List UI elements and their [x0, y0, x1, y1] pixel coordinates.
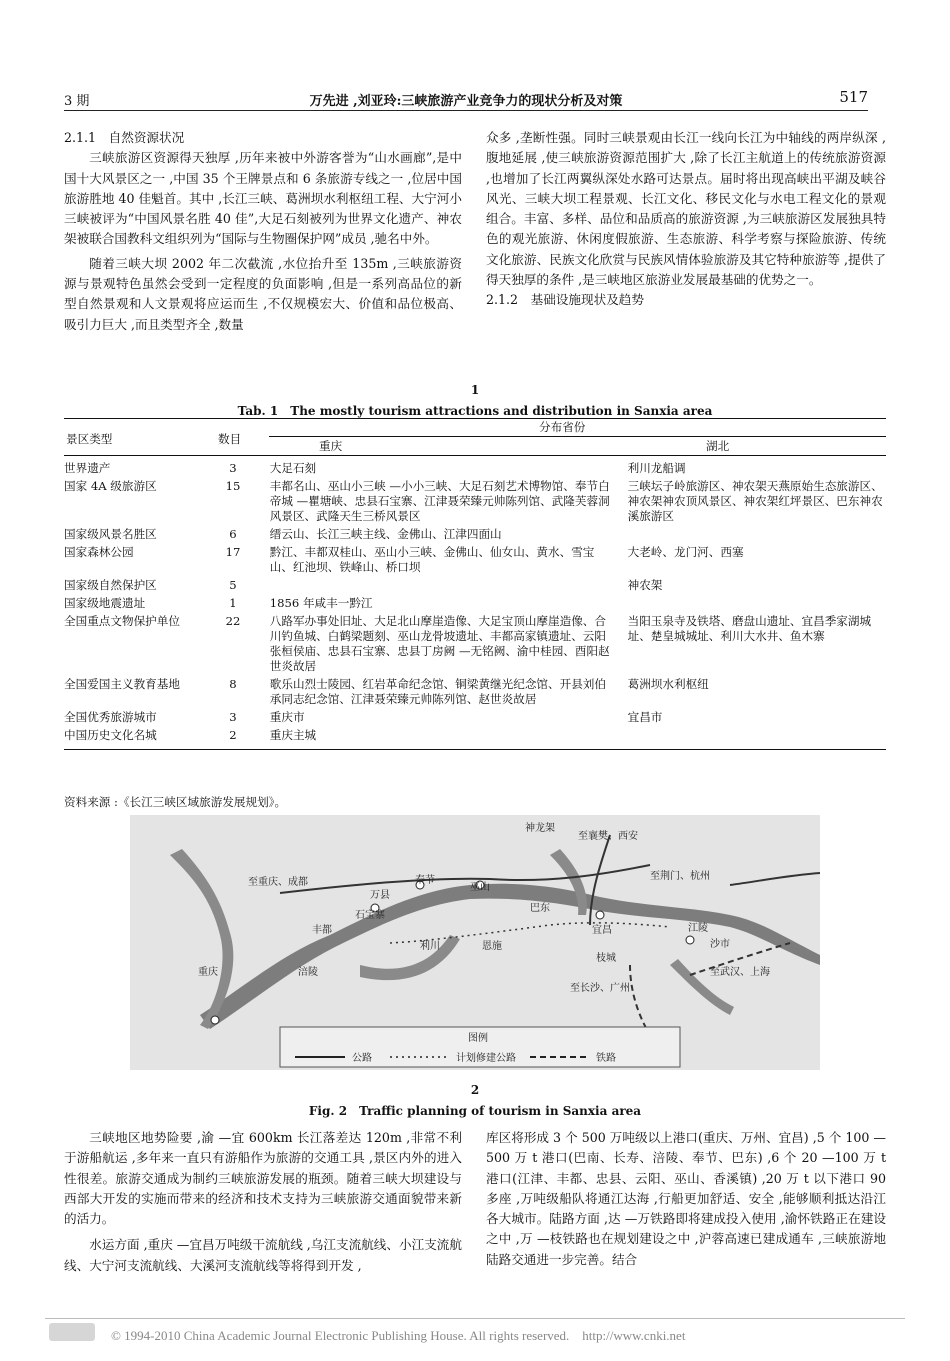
figure-number: 2	[470, 1083, 480, 1097]
label-fengdu: 丰都	[312, 925, 332, 936]
running-header	[64, 88, 868, 111]
paragraph: 三峡地区地势险要 ,渝 —宜 600km 长江落差达 120m ,非常不利于游船航运 ,多年来一直只有游船作为旅游的交通工具 ,景区内外的进入性很差。旅游交通成为制约三峡旅游发展的瓶颈。随着三峡大坝建设与西部大开发的实施而带来的经济和技术支持为三峡旅游交通面貌带来新的活力。	[64, 1130, 462, 1227]
cell-type: 国家 4A 级旅游区	[64, 479, 157, 493]
cell-hubei: 利川龙船调	[627, 461, 686, 475]
label-lichuan: 利川	[420, 941, 440, 952]
label-to-jingmen: 至荆门、杭州	[650, 871, 710, 882]
right-column-bottom	[486, 1128, 886, 1270]
cell-type: 全国爱国主义教育基地	[64, 677, 180, 691]
cell-hubei: 神农架	[627, 578, 663, 592]
table-caption: Tab. 1 The mostly tourism attractions and distribution in Sanxia area	[237, 404, 713, 418]
paragraph: 库区将形成 3 个 500 万吨级以上港口(重庆、万州、宜昌) ,5 个 100 —500 万 t 港口(巴南、长寿、涪陵、奉节、巴东) ,6 个 20 —100 万 t 港口(江津、丰都、忠县、云阳、巫山、香溪镇) ,20 万 t 以下港口 90 多座 ,万吨级船队将通江达海 ,行船更加舒适、安全 ,能够顺利抵达沿江各大城市。陆路方面 ,达 —万铁路即将建成投入使用 ,渝怀铁路正在建设之中 ,万 —枝铁路也在规划建设之中 ,沪蓉高速已建成通车 ,三峡旅游地陆路交通进一步完善。结合	[486, 1130, 886, 1267]
header-distribution: 分布省份	[539, 420, 586, 434]
table-row	[64, 577, 886, 595]
cell-count: 22	[225, 614, 241, 628]
cell-type: 全国优秀旅游城市	[64, 710, 157, 724]
label-to-xiangfan: 至襄樊、西安	[578, 831, 638, 842]
cell-hubei: 宜昌市	[627, 710, 663, 724]
road	[730, 873, 820, 885]
cell-type: 全国重点文物保护单位	[64, 614, 180, 628]
right-column-top	[486, 128, 886, 311]
table-row	[64, 676, 886, 709]
cell-chongqing: 丰都名山、巫山小三峡 —小小三峡、大足石刻艺术博物馆、奉节白帝城 —瞿塘峡、忠县石宝寨、江津聂荣臻元帅陈列馆、武隆芙蓉洞风景区、武隆天生三桥风景区	[269, 479, 610, 523]
table-row	[64, 478, 886, 526]
cell-count: 3	[229, 461, 237, 475]
cell-type: 世界遗产	[64, 461, 111, 475]
footer	[45, 1318, 905, 1345]
cell-count: 2	[229, 728, 237, 742]
table-row	[64, 526, 886, 544]
legend-title: 图例	[468, 1033, 488, 1044]
city-dot	[686, 936, 694, 944]
paragraph: 众多 ,垄断性强。同时三峡景观由长江一线向长江为中轴线的两岸纵深 ,腹地延展 ,使三峡旅游资源范围扩大 ,除了长江主航道上的传统旅游资源 ,也增加了长江两翼纵深处水路可达景点。届时将出现高峡出平湖及峡谷风光、三峡大坝工程景观、长江文化、移民文化与水电工程文化的景观组合。丰富、多样、品位和品质高的旅游资源 ,为三峡旅游区发展独具特色的观光旅游、休闲度假旅游、生态旅游、科学考察与探险旅游、传统文化旅游、民族文化欣赏与民族风情体验旅游及其它特种旅游等 ,提供了得天独厚的条件 ,是三峡地区旅游业发展最基础的优势之一。	[486, 130, 886, 288]
table-number: 1	[470, 383, 480, 397]
cell-type: 国家级风景名胜区	[64, 527, 157, 541]
copyright-text: © 1994-2010 China Academic Journal Electronic Publishing House. All rights reserved. http://www.cnki.net	[111, 1328, 686, 1343]
header-count: 数目	[218, 432, 242, 446]
cell-type: 中国历史文化名城	[64, 728, 157, 742]
table-row	[64, 727, 886, 745]
section-heading-2-1-2: 2.1.2 基础设施现状及趋势	[486, 292, 644, 308]
label-shashi: 沙市	[710, 939, 730, 950]
table-row	[64, 709, 886, 727]
header-chongqing: 重庆	[319, 439, 343, 453]
label-to-chongqing-chengdu: 至重庆、成都	[248, 877, 308, 888]
cell-type: 国家森林公园	[64, 545, 134, 559]
table-attractions	[64, 418, 886, 750]
cell-count: 3	[229, 710, 237, 724]
label-enshi: 恩施	[482, 941, 502, 952]
header-divider	[269, 436, 886, 437]
label-shibaozhai: 石宝寨	[355, 910, 385, 921]
paragraph: 三峡旅游区资源得天独厚 ,历年来被中外游客誉为“山水画廊”,是中国十大风景区之一 ,中国 35 个王牌景点和 6 条旅游专线之一 ,位居中国旅游胜地 40 佳魁首。其中 ,长江三峡、葛洲坝水利枢纽工程、大宁河小三峡被评为“中国风景名胜 40 佳”,大足石刻被列为世界文化遗产、神农架被联合国教科文组织列为“国际与生物圈保护网”成员 ,驰名中外。	[64, 150, 462, 247]
cell-chongqing: 重庆主城	[269, 728, 317, 742]
legend-planned-label: 计划修建公路	[456, 1053, 516, 1064]
section-heading-2-1-1: 2.1.1 自然资源状况	[64, 130, 185, 145]
table-row	[64, 613, 886, 676]
left-column-bottom	[64, 1128, 462, 1276]
legend-road-label: 公路	[352, 1053, 372, 1064]
cell-hubei: 葛洲坝水利枢纽	[627, 677, 709, 691]
cell-count: 6	[229, 527, 237, 541]
cell-count: 15	[225, 479, 241, 493]
header-hubei: 湖北	[706, 439, 730, 453]
cell-chongqing: 歌乐山烈士陵园、红岩革命纪念馆、铜梁黄继光纪念馆、开县刘伯承同志纪念馆、江津聂荣臻元帅陈列馆、赵世炎故居	[269, 677, 606, 706]
map-drawing	[130, 815, 820, 1070]
figure-caption: Fig. 2 Traffic planning of tourism in Sanxia area	[308, 1104, 642, 1118]
cell-chongqing: 重庆市	[269, 710, 305, 724]
table-source: 资料来源 :《长江三峡区域旅游发展规划》。	[64, 795, 287, 809]
cell-type: 国家级地震遗址	[64, 596, 146, 610]
cell-chongqing: 大足石刻	[269, 461, 317, 475]
label-fuling: 涪陵	[298, 967, 318, 978]
table-row	[64, 460, 886, 478]
running-title: 万先进 ,刘亚玲:三峡旅游产业竞争力的现状分析及对策	[309, 94, 623, 109]
cell-count: 17	[225, 545, 241, 559]
label-shennongjia: 神龙架	[525, 823, 555, 834]
cell-count: 1	[229, 596, 237, 610]
cell-count: 8	[229, 677, 237, 691]
cell-type: 国家级自然保护区	[64, 578, 157, 592]
page-number: 517	[839, 88, 868, 106]
header-type: 景区类型	[66, 432, 113, 446]
table-row	[64, 595, 886, 613]
label-jiangling: 江陵	[688, 923, 708, 934]
legend-rail-label: 铁路	[596, 1053, 616, 1064]
table-row	[64, 544, 886, 577]
cell-count: 5	[229, 578, 237, 592]
label-fengjie: 奉节	[415, 875, 435, 886]
railway	[630, 965, 650, 1035]
label-wushan: 巫山	[470, 882, 490, 893]
label-to-changsha: 至长沙、广州	[570, 983, 630, 994]
cell-chongqing: 黔江、丰都双桂山、巫山小三峡、金佛山、仙女山、黄水、雪宝山、红池坝、铁峰山、桥口坝	[269, 545, 595, 574]
left-column-top	[64, 128, 462, 335]
cell-chongqing: 1856 年咸丰一黔江	[269, 596, 373, 610]
traffic-map	[130, 815, 820, 1070]
issue-number: 3 期	[64, 94, 90, 109]
paragraph: 随着三峡大坝 2002 年二次截流 ,水位抬升至 135m ,三峡旅游资源与景观特色虽然会受到一定程度的负面影响 ,但是一系列高品位的新型自然景观和人文景观将应运而生 ,不仅规模宏大、价值和品位极高、吸引力巨大 ,而且类型齐全 ,数量	[64, 255, 462, 332]
cell-chongqing: 八路军办事处旧址、大足北山摩崖造像、大足宝顶山摩崖造像、合川钓鱼城、白鹤梁题刻、巫山龙骨坡遗址、丰都高家镇遗址、云阳张桓侯庙、忠县石宝寨、忠县丁房阙 —无铭阙、渝中桂园、酉阳赵世炎故居	[269, 614, 610, 673]
cell-hubei: 三峡坛子岭旅游区、神农架天燕原始生态旅游区、神农架神农顶风景区、神农架红坪景区、巴东神农溪旅游区	[627, 479, 883, 523]
label-zhicheng: 枝城	[596, 953, 616, 964]
paragraph: 水运方面 ,重庆 —宜昌万吨级干流航线 ,乌江支流航线、小江支流航线、大宁河支流航线、大溪河支流航线等将得到开发 ,	[64, 1237, 462, 1273]
city-dot	[596, 911, 604, 919]
table-body	[64, 456, 886, 749]
city-dot	[211, 1016, 219, 1024]
label-to-wuhan: 至武汉、上海	[710, 967, 770, 978]
cell-hubei: 当阳玉泉寺及铁塔、磨盘山遗址、宜昌季家湖城址、楚皇城城址、利川大水井、鱼木寨	[627, 614, 872, 643]
cell-chongqing: 缙云山、长江三峡主线、金佛山、江津四面山	[269, 527, 502, 541]
cnki-logo-icon	[49, 1323, 95, 1341]
label-chongqing: 重庆	[198, 967, 218, 978]
cell-hubei: 大老岭、龙门河、西塞	[627, 545, 744, 559]
label-badong: 巴东	[530, 903, 550, 914]
planned-road	[390, 923, 670, 943]
table-header	[64, 419, 886, 456]
label-wanxian: 万县	[370, 890, 390, 901]
label-yichang: 宜昌	[592, 925, 612, 936]
river-branch	[360, 935, 460, 980]
